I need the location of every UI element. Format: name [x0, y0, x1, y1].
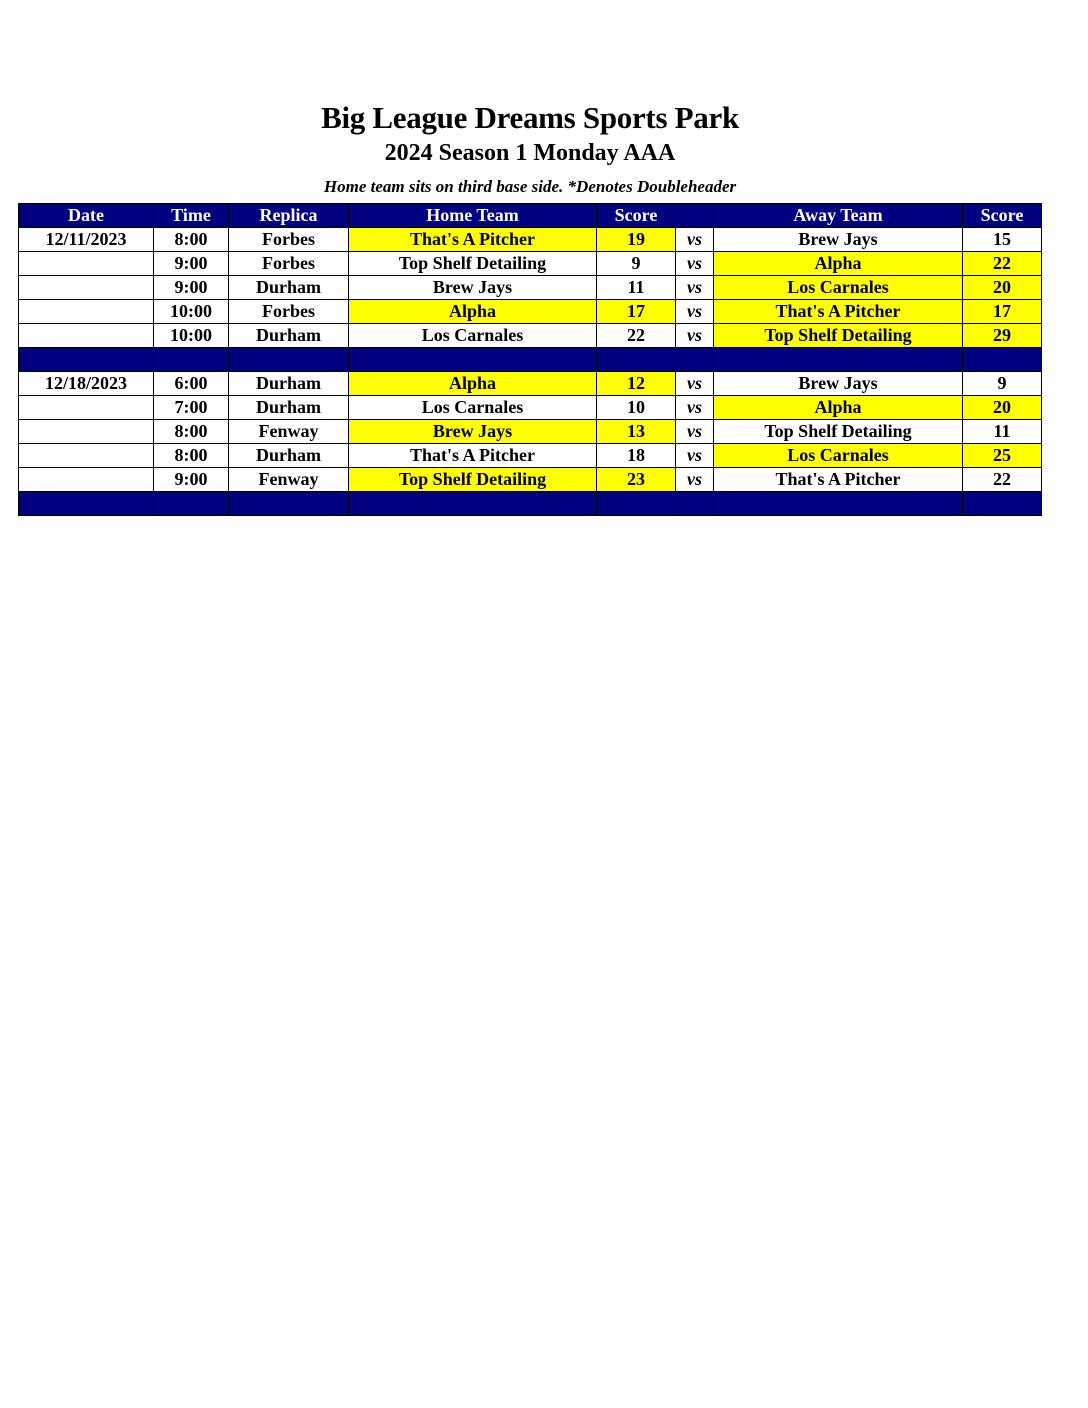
game-row — [19, 396, 1042, 420]
column-header-away-score: Score — [963, 204, 1042, 228]
away-team: Los Carnales — [714, 276, 963, 300]
home-team: Top Shelf Detailing — [349, 252, 597, 276]
separator-cell — [597, 348, 676, 372]
home-score: 11 — [597, 276, 676, 300]
away-team: Brew Jays — [714, 228, 963, 252]
game-row — [19, 468, 1042, 492]
game-date — [19, 396, 154, 420]
away-score: 9 — [963, 372, 1042, 396]
week-separator-row — [19, 348, 1042, 372]
home-score: 12 — [597, 372, 676, 396]
game-date: 12/11/2023 — [19, 228, 154, 252]
home-score: 19 — [597, 228, 676, 252]
vs-label: vs — [676, 324, 714, 348]
game-field: Fenway — [229, 468, 349, 492]
away-score: 17 — [963, 300, 1042, 324]
game-date — [19, 276, 154, 300]
game-time: 8:00 — [154, 444, 229, 468]
schedule-table — [18, 203, 1042, 516]
game-date — [19, 324, 154, 348]
vs-label: vs — [676, 228, 714, 252]
game-time: 10:00 — [154, 300, 229, 324]
home-team: Brew Jays — [349, 420, 597, 444]
away-team: Alpha — [714, 252, 963, 276]
schedule-body — [19, 228, 1042, 516]
table-header-row — [19, 204, 1042, 228]
away-score: 15 — [963, 228, 1042, 252]
separator-cell — [676, 492, 714, 516]
away-team: Alpha — [714, 396, 963, 420]
vs-label: vs — [676, 420, 714, 444]
separator-cell — [154, 348, 229, 372]
game-field: Forbes — [229, 300, 349, 324]
game-date — [19, 420, 154, 444]
separator-cell — [154, 492, 229, 516]
column-header-away-team: Away Team — [714, 204, 963, 228]
home-team: That's A Pitcher — [349, 444, 597, 468]
vs-label: vs — [676, 444, 714, 468]
home-team: Los Carnales — [349, 324, 597, 348]
away-score: 20 — [963, 396, 1042, 420]
column-header-replica: Replica — [229, 204, 349, 228]
page-title: Big League Dreams Sports Park — [321, 100, 739, 135]
game-time: 10:00 — [154, 324, 229, 348]
game-time: 9:00 — [154, 252, 229, 276]
separator-cell — [229, 348, 349, 372]
game-field: Durham — [229, 276, 349, 300]
vs-label: vs — [676, 468, 714, 492]
game-row — [19, 276, 1042, 300]
separator-cell — [19, 348, 154, 372]
game-row — [19, 444, 1042, 468]
game-date — [19, 468, 154, 492]
game-row — [19, 420, 1042, 444]
away-score: 20 — [963, 276, 1042, 300]
game-field: Forbes — [229, 252, 349, 276]
home-score: 18 — [597, 444, 676, 468]
vs-label: vs — [676, 372, 714, 396]
game-time: 8:00 — [154, 420, 229, 444]
game-row — [19, 372, 1042, 396]
game-field: Fenway — [229, 420, 349, 444]
home-team: Alpha — [349, 372, 597, 396]
week-separator-row — [19, 492, 1042, 516]
home-team: That's A Pitcher — [349, 228, 597, 252]
column-header-vs — [676, 204, 714, 228]
away-team: Los Carnales — [714, 444, 963, 468]
game-date — [19, 444, 154, 468]
home-team: Alpha — [349, 300, 597, 324]
column-header-home-team: Home Team — [349, 204, 597, 228]
column-header-time: Time — [154, 204, 229, 228]
home-score: 17 — [597, 300, 676, 324]
vs-label: vs — [676, 300, 714, 324]
separator-cell — [714, 492, 963, 516]
vs-label: vs — [676, 396, 714, 420]
game-field: Durham — [229, 396, 349, 420]
home-score: 23 — [597, 468, 676, 492]
home-team: Top Shelf Detailing — [349, 468, 597, 492]
column-header-home-score: Score — [597, 204, 676, 228]
away-team: Top Shelf Detailing — [714, 324, 963, 348]
game-time: 8:00 — [154, 228, 229, 252]
vs-label: vs — [676, 276, 714, 300]
separator-cell — [597, 492, 676, 516]
game-row — [19, 228, 1042, 252]
away-team: That's A Pitcher — [714, 468, 963, 492]
away-score: 22 — [963, 468, 1042, 492]
schedule-note: Home team sits on third base side. *Denotes Doubleheader — [323, 177, 737, 196]
game-time: 9:00 — [154, 468, 229, 492]
home-score: 10 — [597, 396, 676, 420]
separator-cell — [714, 348, 963, 372]
vs-label: vs — [676, 252, 714, 276]
game-date — [19, 252, 154, 276]
separator-cell — [229, 492, 349, 516]
game-time: 6:00 — [154, 372, 229, 396]
home-score: 9 — [597, 252, 676, 276]
away-score: 11 — [963, 420, 1042, 444]
game-row — [19, 252, 1042, 276]
column-header-date: Date — [19, 204, 154, 228]
home-score: 22 — [597, 324, 676, 348]
home-team: Los Carnales — [349, 396, 597, 420]
home-team: Brew Jays — [349, 276, 597, 300]
away-score: 25 — [963, 444, 1042, 468]
separator-cell — [963, 348, 1042, 372]
game-date — [19, 300, 154, 324]
separator-cell — [676, 348, 714, 372]
away-team: Top Shelf Detailing — [714, 420, 963, 444]
separator-cell — [963, 492, 1042, 516]
game-field: Forbes — [229, 228, 349, 252]
away-team: That's A Pitcher — [714, 300, 963, 324]
away-score: 29 — [963, 324, 1042, 348]
game-field: Durham — [229, 372, 349, 396]
game-row — [19, 300, 1042, 324]
game-field: Durham — [229, 324, 349, 348]
home-score: 13 — [597, 420, 676, 444]
game-time: 7:00 — [154, 396, 229, 420]
page-subtitle: 2024 Season 1 Monday AAA — [384, 140, 676, 166]
separator-cell — [19, 492, 154, 516]
separator-cell — [349, 348, 597, 372]
away-score: 22 — [963, 252, 1042, 276]
game-time: 9:00 — [154, 276, 229, 300]
separator-cell — [349, 492, 597, 516]
game-date: 12/18/2023 — [19, 372, 154, 396]
away-team: Brew Jays — [714, 372, 963, 396]
game-row — [19, 324, 1042, 348]
game-field: Durham — [229, 444, 349, 468]
